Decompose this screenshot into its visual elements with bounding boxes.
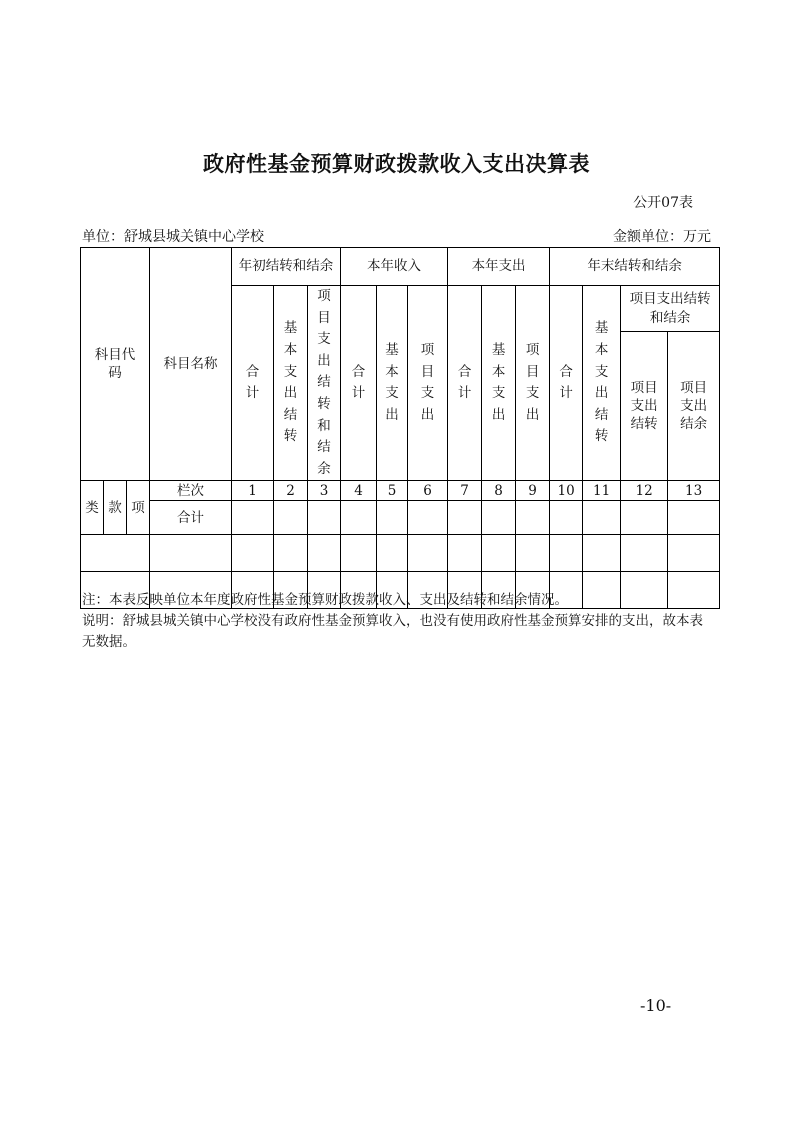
header-begin: 年初结转和结余 [232, 248, 341, 286]
row-label-heji: 合计 [150, 501, 232, 535]
row-label-lei: 类 [81, 481, 104, 535]
header-expense-total: 合计 [448, 286, 482, 481]
header-end-basic: 基本支出结转 [583, 286, 621, 481]
header-income-project: 项目支出 [408, 286, 448, 481]
col-number: 9 [516, 481, 550, 501]
col-number: 7 [448, 481, 482, 501]
header-expense-project: 项目支出 [516, 286, 550, 481]
header-expense-basic: 基本支出 [482, 286, 516, 481]
table-cell [621, 501, 668, 535]
table-cell [550, 501, 583, 535]
table-cell [583, 501, 621, 535]
note-2: 说明：舒城县城关镇中心学校没有政府性基金预算收入，也没有使用政府性基金预算安排的支出，故本表无数据。 [82, 613, 703, 650]
row-label-xiang: 项 [127, 481, 150, 535]
row-label-kuan: 款 [104, 481, 127, 535]
row-label-lanci: 栏次 [150, 481, 232, 501]
header-income-total: 合计 [341, 286, 377, 481]
header-income-basic: 基本支出 [377, 286, 408, 481]
amount-unit-label: 金额单位：万元 [613, 229, 711, 245]
col-number: 1 [232, 481, 274, 501]
page-title: 政府性基金预算财政拨款收入支出决算表 [203, 152, 590, 176]
table-cell [516, 501, 550, 535]
col-number: 12 [621, 481, 668, 501]
col-number: 2 [274, 481, 308, 501]
header-begin-total: 合计 [232, 286, 274, 481]
header-end: 年末结转和结余 [550, 248, 720, 286]
col-number: 8 [482, 481, 516, 501]
table-cell [274, 501, 308, 535]
header-end-project: 项目支出结转和结余 [621, 286, 720, 332]
page-number: -10- [640, 996, 672, 1015]
header-begin-project: 项目支出结转和结余 [308, 286, 341, 481]
table-row [81, 535, 720, 572]
table-cell [308, 501, 341, 535]
table-cell [408, 501, 448, 535]
col-number: 5 [377, 481, 408, 501]
table-cell [668, 501, 720, 535]
table-cell [341, 501, 377, 535]
unit-label: 单位：舒城县城关镇中心学校 [82, 229, 264, 245]
table-cell [232, 501, 274, 535]
header-income: 本年收入 [341, 248, 448, 286]
col-number: 10 [550, 481, 583, 501]
table-cell [448, 501, 482, 535]
table-cell [377, 501, 408, 535]
header-begin-basic: 基本支出结转 [274, 286, 308, 481]
col-number: 13 [668, 481, 720, 501]
col-number: 4 [341, 481, 377, 501]
col-number: 6 [408, 481, 448, 501]
col-number: 11 [583, 481, 621, 501]
table-cell [482, 501, 516, 535]
col-number: 3 [308, 481, 341, 501]
header-expense: 本年支出 [448, 248, 550, 286]
note-1: 注：本表反映单位本年度政府性基金预算财政拨款收入、支出及结转和结余情况。 [82, 592, 568, 608]
header-end-total: 合计 [550, 286, 583, 481]
header-name: 科目名称 [150, 248, 232, 481]
fund-table [80, 247, 720, 609]
header-end-project-balance: 项目支出结余 [668, 332, 720, 481]
form-number: 公开07表 [633, 195, 693, 211]
header-code: 科目代码 [81, 248, 150, 481]
header-end-project-carry: 项目支出结转 [621, 332, 668, 481]
notes [82, 590, 714, 653]
